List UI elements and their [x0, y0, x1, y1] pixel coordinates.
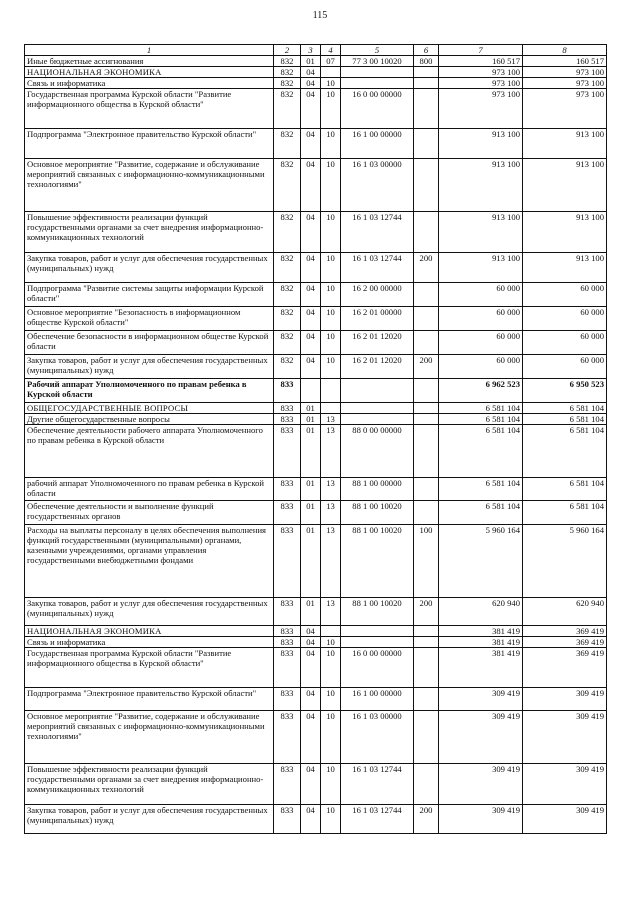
row-name-cell: НАЦИОНАЛЬНАЯ ЭКОНОМИКА — [25, 626, 274, 637]
ved-code-cell: 832 — [274, 212, 301, 253]
subsection-code-cell: 10 — [321, 307, 341, 331]
amount-year2-cell: 60 000 — [523, 355, 607, 379]
table-row — [25, 355, 607, 379]
section-code-cell: 01 — [301, 414, 321, 425]
expense-type-cell — [414, 89, 439, 129]
ved-code-cell: 833 — [274, 379, 301, 403]
amount-year2-cell: 6 581 104 — [523, 403, 607, 414]
subsection-code-cell: 10 — [321, 89, 341, 129]
amount-year1-cell: 913 100 — [439, 159, 523, 212]
row-name-cell: Подпрограмма "Развитие системы защиты информации Курской области" — [25, 283, 274, 307]
ved-code-cell: 833 — [274, 403, 301, 414]
subsection-code-cell: 10 — [321, 711, 341, 764]
table-row — [25, 764, 607, 805]
target-article-cell: 16 2 01 00000 — [341, 307, 414, 331]
row-name-cell: Расходы на выплаты персоналу в целях обеспечения выполнения функций государственными (муниципальными) органами, казенными учреждениями, органами управления государственными внебюджетными фондами — [25, 525, 274, 598]
table-row — [25, 805, 607, 834]
section-code-cell: 04 — [301, 688, 321, 711]
section-code-cell: 04 — [301, 212, 321, 253]
section-code-cell: 04 — [301, 711, 321, 764]
subsection-code-cell: 10 — [321, 764, 341, 805]
subsection-code-cell: 13 — [321, 425, 341, 478]
target-article-cell: 16 2 00 00000 — [341, 283, 414, 307]
target-article-cell: 88 0 00 00000 — [341, 425, 414, 478]
amount-year1-cell: 309 419 — [439, 764, 523, 805]
section-code-cell: 04 — [301, 67, 321, 78]
amount-year1-cell: 913 100 — [439, 129, 523, 159]
row-name-cell: Государственная программа Курской области "Развитие информационного общества в Курской области" — [25, 89, 274, 129]
row-name-cell: Подпрограмма "Электронное правительство Курской области" — [25, 129, 274, 159]
subsection-code-cell: 10 — [321, 253, 341, 283]
row-name-cell: НАЦИОНАЛЬНАЯ ЭКОНОМИКА — [25, 67, 274, 78]
amount-year2-cell: 6 581 104 — [523, 414, 607, 425]
amount-year2-cell: 369 419 — [523, 626, 607, 637]
section-code-cell: 04 — [301, 159, 321, 212]
amount-year1-cell: 60 000 — [439, 307, 523, 331]
subsection-code-cell — [321, 403, 341, 414]
expense-type-cell — [414, 626, 439, 637]
row-name-cell: Иные бюджетные ассигнования — [25, 56, 274, 67]
row-name-cell: Связь и информатика — [25, 637, 274, 648]
ved-code-cell: 832 — [274, 307, 301, 331]
section-code-cell: 04 — [301, 129, 321, 159]
row-name-cell: Закупка товаров, работ и услуг для обеспечения государственных (муниципальных) нужд — [25, 598, 274, 626]
column-number-row — [25, 45, 607, 56]
ved-code-cell: 832 — [274, 129, 301, 159]
subsection-code-cell: 13 — [321, 478, 341, 501]
table-row — [25, 688, 607, 711]
amount-year2-cell: 60 000 — [523, 283, 607, 307]
amount-year2-cell: 369 419 — [523, 637, 607, 648]
row-name-cell: рабочий аппарат Уполномоченного по правам ребенка в Курской области — [25, 478, 274, 501]
subsection-code-cell: 10 — [321, 648, 341, 688]
expense-type-cell: 200 — [414, 805, 439, 834]
expense-type-cell: 200 — [414, 598, 439, 626]
table-row — [25, 478, 607, 501]
amount-year1-cell: 309 419 — [439, 805, 523, 834]
amount-year2-cell: 309 419 — [523, 688, 607, 711]
amount-year1-cell: 6 581 104 — [439, 478, 523, 501]
section-code-cell — [301, 379, 321, 403]
table-row — [25, 425, 607, 478]
amount-year1-cell: 6 581 104 — [439, 425, 523, 478]
row-name-cell: Государственная программа Курской области "Развитие информационного общества в Курской области" — [25, 648, 274, 688]
amount-year1-cell: 60 000 — [439, 283, 523, 307]
amount-year2-cell: 60 000 — [523, 331, 607, 355]
amount-year2-cell: 973 100 — [523, 78, 607, 89]
amount-year1-cell: 6 581 104 — [439, 501, 523, 525]
column-header: 3 — [301, 45, 321, 56]
section-code-cell: 04 — [301, 307, 321, 331]
amount-year2-cell: 60 000 — [523, 307, 607, 331]
amount-year2-cell: 369 419 — [523, 648, 607, 688]
ved-code-cell: 833 — [274, 478, 301, 501]
amount-year2-cell: 913 100 — [523, 253, 607, 283]
expense-type-cell — [414, 414, 439, 425]
section-code-cell: 01 — [301, 425, 321, 478]
amount-year1-cell: 60 000 — [439, 355, 523, 379]
target-article-cell: 16 1 00 00000 — [341, 688, 414, 711]
target-article-cell — [341, 379, 414, 403]
ved-code-cell: 832 — [274, 283, 301, 307]
target-article-cell: 88 1 00 10020 — [341, 598, 414, 626]
expense-type-cell — [414, 403, 439, 414]
amount-year2-cell: 6 581 104 — [523, 501, 607, 525]
table-row — [25, 67, 607, 78]
ved-code-cell: 832 — [274, 355, 301, 379]
target-article-cell: 16 2 01 12020 — [341, 355, 414, 379]
subsection-code-cell: 10 — [321, 805, 341, 834]
table-row — [25, 159, 607, 212]
target-article-cell — [341, 67, 414, 78]
expense-type-cell: 800 — [414, 56, 439, 67]
ved-code-cell: 833 — [274, 414, 301, 425]
section-code-cell: 01 — [301, 525, 321, 598]
expense-type-cell — [414, 331, 439, 355]
column-header: 6 — [414, 45, 439, 56]
ved-code-cell: 832 — [274, 253, 301, 283]
section-code-cell: 04 — [301, 648, 321, 688]
amount-year1-cell: 913 100 — [439, 253, 523, 283]
subsection-code-cell: 10 — [321, 212, 341, 253]
expense-type-cell — [414, 379, 439, 403]
section-code-cell: 01 — [301, 478, 321, 501]
row-name-cell: Обеспечение деятельности и выполнение функций государственных органов — [25, 501, 274, 525]
amount-year1-cell: 973 100 — [439, 78, 523, 89]
ved-code-cell: 832 — [274, 159, 301, 212]
expense-type-cell — [414, 711, 439, 764]
budget-table — [24, 44, 607, 834]
amount-year1-cell: 160 517 — [439, 56, 523, 67]
table-row — [25, 307, 607, 331]
subsection-code-cell: 13 — [321, 414, 341, 425]
section-code-cell: 04 — [301, 89, 321, 129]
ved-code-cell: 833 — [274, 598, 301, 626]
column-header: 4 — [321, 45, 341, 56]
expense-type-cell — [414, 307, 439, 331]
row-name-cell: Обеспечение деятельности рабочего аппарата Уполномоченного по правам ребенка в Курской области — [25, 425, 274, 478]
amount-year1-cell: 381 419 — [439, 626, 523, 637]
expense-type-cell — [414, 501, 439, 525]
expense-type-cell — [414, 764, 439, 805]
target-article-cell: 77 3 00 10020 — [341, 56, 414, 67]
row-name-cell: Повышение эффективности реализации функций государственными органами за счет внедрения информационно-коммуникационных технологий — [25, 764, 274, 805]
expense-type-cell: 200 — [414, 253, 439, 283]
ved-code-cell: 832 — [274, 67, 301, 78]
ved-code-cell: 833 — [274, 688, 301, 711]
amount-year2-cell: 913 100 — [523, 159, 607, 212]
page-number: 115 — [312, 10, 328, 21]
table-row — [25, 414, 607, 425]
expense-type-cell — [414, 159, 439, 212]
row-name-cell: Основное мероприятие "Развитие, содержание и обслуживание мероприятий связанных с информационно-коммуникационными технологиями" — [25, 711, 274, 764]
amount-year1-cell: 620 940 — [439, 598, 523, 626]
table-row — [25, 711, 607, 764]
ved-code-cell: 832 — [274, 78, 301, 89]
target-article-cell: 16 0 00 00000 — [341, 89, 414, 129]
subsection-code-cell: 13 — [321, 598, 341, 626]
expense-type-cell — [414, 478, 439, 501]
section-code-cell: 04 — [301, 764, 321, 805]
section-code-cell: 01 — [301, 56, 321, 67]
amount-year2-cell: 6 581 104 — [523, 478, 607, 501]
table-row — [25, 331, 607, 355]
section-code-cell: 04 — [301, 805, 321, 834]
amount-year1-cell: 6 581 104 — [439, 414, 523, 425]
target-article-cell: 16 1 00 00000 — [341, 129, 414, 159]
section-code-cell: 01 — [301, 598, 321, 626]
subsection-code-cell — [321, 67, 341, 78]
section-code-cell: 01 — [301, 403, 321, 414]
target-article-cell: 16 1 03 12744 — [341, 764, 414, 805]
section-code-cell: 04 — [301, 283, 321, 307]
expense-type-cell — [414, 78, 439, 89]
target-article-cell: 16 1 03 00000 — [341, 711, 414, 764]
amount-year1-cell: 913 100 — [439, 212, 523, 253]
row-name-cell: Повышение эффективности реализации функций государственными органами за счет внедрения информационно-коммуникационных технологий — [25, 212, 274, 253]
row-name-cell: Основное мероприятие "Безопасность в информационном обществе Курской области" — [25, 307, 274, 331]
amount-year1-cell: 381 419 — [439, 637, 523, 648]
amount-year2-cell: 309 419 — [523, 711, 607, 764]
table-row — [25, 56, 607, 67]
amount-year2-cell: 973 100 — [523, 89, 607, 129]
amount-year2-cell: 309 419 — [523, 805, 607, 834]
amount-year2-cell: 309 419 — [523, 764, 607, 805]
amount-year1-cell: 60 000 — [439, 331, 523, 355]
row-name-cell: Связь и информатика — [25, 78, 274, 89]
table-row — [25, 501, 607, 525]
amount-year1-cell: 381 419 — [439, 648, 523, 688]
amount-year1-cell: 973 100 — [439, 89, 523, 129]
row-name-cell: Рабочий аппарат Уполномоченного по правам ребенка в Курской области — [25, 379, 274, 403]
row-name-cell: Закупка товаров, работ и услуг для обеспечения государственных (муниципальных) нужд — [25, 355, 274, 379]
section-code-cell: 04 — [301, 331, 321, 355]
amount-year2-cell: 5 960 164 — [523, 525, 607, 598]
target-article-cell — [341, 626, 414, 637]
ved-code-cell: 833 — [274, 637, 301, 648]
subsection-code-cell: 10 — [321, 78, 341, 89]
table-row — [25, 129, 607, 159]
expense-type-cell — [414, 637, 439, 648]
amount-year2-cell: 6 581 104 — [523, 425, 607, 478]
table-row — [25, 78, 607, 89]
section-code-cell: 01 — [301, 501, 321, 525]
section-code-cell: 04 — [301, 355, 321, 379]
expense-type-cell — [414, 648, 439, 688]
budget-table-body — [25, 56, 607, 834]
subsection-code-cell: 07 — [321, 56, 341, 67]
subsection-code-cell: 10 — [321, 688, 341, 711]
amount-year1-cell: 5 960 164 — [439, 525, 523, 598]
column-header: 1 — [25, 45, 274, 56]
subsection-code-cell — [321, 379, 341, 403]
ved-code-cell: 833 — [274, 501, 301, 525]
table-row — [25, 379, 607, 403]
table-row — [25, 648, 607, 688]
subsection-code-cell: 13 — [321, 501, 341, 525]
row-name-cell: Закупка товаров, работ и услуг для обеспечения государственных (муниципальных) нужд — [25, 805, 274, 834]
table-row — [25, 89, 607, 129]
subsection-code-cell: 10 — [321, 159, 341, 212]
amount-year1-cell: 309 419 — [439, 688, 523, 711]
amount-year2-cell: 913 100 — [523, 129, 607, 159]
section-code-cell: 04 — [301, 626, 321, 637]
expense-type-cell — [414, 425, 439, 478]
table-row — [25, 403, 607, 414]
expense-type-cell: 100 — [414, 525, 439, 598]
column-header: 2 — [274, 45, 301, 56]
subsection-code-cell: 10 — [321, 637, 341, 648]
ved-code-cell: 833 — [274, 764, 301, 805]
target-article-cell: 16 1 03 12744 — [341, 212, 414, 253]
target-article-cell — [341, 637, 414, 648]
amount-year2-cell: 160 517 — [523, 56, 607, 67]
target-article-cell: 16 2 01 12020 — [341, 331, 414, 355]
table-row — [25, 598, 607, 626]
ved-code-cell: 833 — [274, 525, 301, 598]
row-name-cell: Основное мероприятие "Развитие, содержание и обслуживание мероприятий связанных с информационно-коммуникационными технологиями" — [25, 159, 274, 212]
amount-year1-cell: 6 581 104 — [439, 403, 523, 414]
section-code-cell: 04 — [301, 253, 321, 283]
amount-year1-cell: 973 100 — [439, 67, 523, 78]
subsection-code-cell: 13 — [321, 525, 341, 598]
ved-code-cell: 833 — [274, 648, 301, 688]
target-article-cell: 16 1 03 12744 — [341, 805, 414, 834]
table-row — [25, 637, 607, 648]
target-article-cell: 16 1 03 00000 — [341, 159, 414, 212]
target-article-cell: 16 1 03 12744 — [341, 253, 414, 283]
ved-code-cell: 832 — [274, 89, 301, 129]
expense-type-cell — [414, 212, 439, 253]
expense-type-cell — [414, 129, 439, 159]
amount-year1-cell: 6 962 523 — [439, 379, 523, 403]
row-name-cell: Другие общегосударственные вопросы — [25, 414, 274, 425]
subsection-code-cell: 10 — [321, 283, 341, 307]
subsection-code-cell — [321, 626, 341, 637]
ved-code-cell: 833 — [274, 711, 301, 764]
expense-type-cell — [414, 283, 439, 307]
expense-type-cell: 200 — [414, 355, 439, 379]
subsection-code-cell: 10 — [321, 355, 341, 379]
table-row — [25, 626, 607, 637]
expense-type-cell — [414, 67, 439, 78]
subsection-code-cell: 10 — [321, 331, 341, 355]
section-code-cell: 04 — [301, 637, 321, 648]
amount-year2-cell: 6 950 523 — [523, 379, 607, 403]
ved-code-cell: 832 — [274, 331, 301, 355]
target-article-cell — [341, 403, 414, 414]
column-header: 7 — [439, 45, 523, 56]
amount-year2-cell: 913 100 — [523, 212, 607, 253]
target-article-cell: 88 1 00 10020 — [341, 501, 414, 525]
row-name-cell: Обеспечение безопасности в информационном обществе Курской области — [25, 331, 274, 355]
target-article-cell: 88 1 00 10020 — [341, 525, 414, 598]
expense-type-cell — [414, 688, 439, 711]
ved-code-cell: 833 — [274, 425, 301, 478]
column-header: 8 — [523, 45, 607, 56]
target-article-cell — [341, 414, 414, 425]
amount-year2-cell: 620 940 — [523, 598, 607, 626]
row-name-cell: Закупка товаров, работ и услуг для обеспечения государственных (муниципальных) нужд — [25, 253, 274, 283]
table-row — [25, 283, 607, 307]
column-header: 5 — [341, 45, 414, 56]
row-name-cell: Подпрограмма "Электронное правительство Курской области" — [25, 688, 274, 711]
target-article-cell: 88 1 00 00000 — [341, 478, 414, 501]
ved-code-cell: 832 — [274, 56, 301, 67]
subsection-code-cell: 10 — [321, 129, 341, 159]
amount-year2-cell: 973 100 — [523, 67, 607, 78]
ved-code-cell: 833 — [274, 626, 301, 637]
table-row — [25, 525, 607, 598]
ved-code-cell: 833 — [274, 805, 301, 834]
target-article-cell: 16 0 00 00000 — [341, 648, 414, 688]
table-row — [25, 212, 607, 253]
amount-year1-cell: 309 419 — [439, 711, 523, 764]
row-name-cell: ОБЩЕГОСУДАРСТВЕННЫЕ ВОПРОСЫ — [25, 403, 274, 414]
section-code-cell: 04 — [301, 78, 321, 89]
target-article-cell — [341, 78, 414, 89]
table-row — [25, 253, 607, 283]
